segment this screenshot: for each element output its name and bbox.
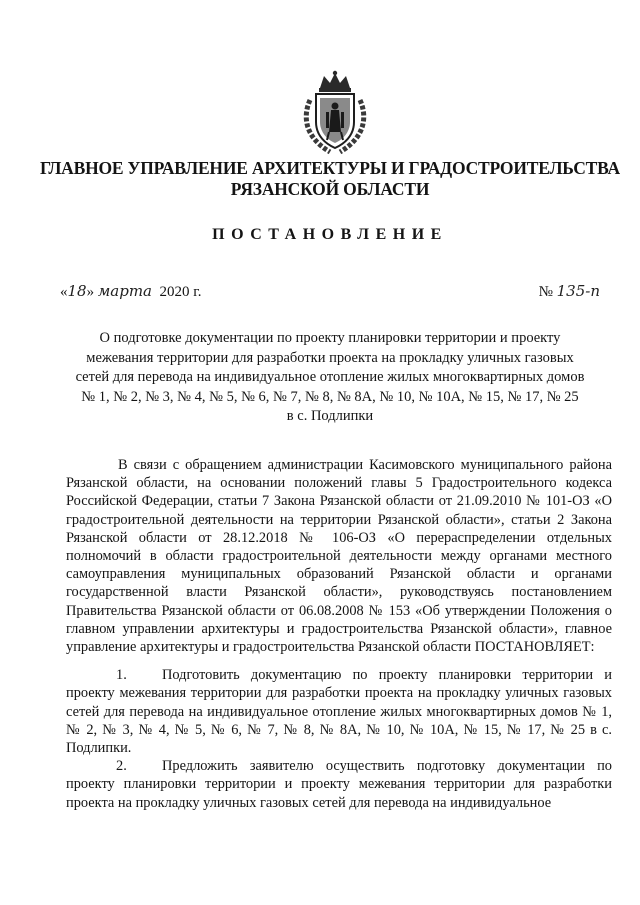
preamble-paragraph: В связи с обращением администрации Касимовского муниципального района Рязанской области, на основании положений главы 5 Градостроительного кодекса Российской Федерации, статьи 7 Закона Рязанской области от 21.09.2010 № 101-ОЗ «О градостроительной деятельности на территории Рязанской области», статьи 2 Закона Рязанской области от 28.12.2018 № 106-ОЗ «О перераспределении отдельных полномочий в области градостроительной деятельности между органами местного самоуправления муниципальных образований Рязанской области и органами государственной власти Рязанской области», руководствуясь постановлением Правительства Рязанской области от 06.08.2008 № 153 «Об утверждении Положения о главном управлении архитектуры и градостроительства Рязанской области», главное управление архитектуры и градостроительства Рязанской области ПОСТАНОВЛЯЕТ: bbox=[66, 457, 612, 656]
subject-line: межевания территории для разработки проекта на прокладку уличных газовых bbox=[86, 349, 574, 366]
document-subject bbox=[60, 329, 600, 427]
date-open-quote: « bbox=[60, 284, 68, 300]
number-value: 135-п bbox=[556, 282, 600, 300]
date-month: марта bbox=[97, 282, 152, 300]
item-2-number: 2. bbox=[116, 758, 127, 775]
item-1-number: 1. bbox=[116, 667, 127, 684]
date-close-quote: » bbox=[86, 284, 95, 300]
item-2 bbox=[66, 757, 612, 812]
subject-line: сетей для перевода на индивидуальное отопление жилых многоквартирных домов bbox=[75, 369, 585, 385]
subject-line: О подготовке документации по проекту планировки территории и проекту bbox=[99, 330, 561, 346]
item-1-text: Подготовить документацию по проекту планировки территории и проекту межевания территории для разработки проекта на прокладку уличных газовых сетей для перевода на индивидуальное отопление жилых многоквартирных домов № 1, № 2, № 3, № 4, № 5, № 6, № 7, № 8, № 8А, № 10, № 10А, № 15, № 17, № 25 в с. Подлипки. bbox=[66, 667, 612, 757]
item-2-text: Предложить заявителю осуществить подготовку документации по проекту планировки территории и проекту межевания территории для разработки проекта на прокладку уличных газовых сетей для перевода на индивидуальное bbox=[66, 758, 612, 811]
issuing-authority bbox=[30, 158, 630, 200]
document-body bbox=[66, 456, 612, 812]
subject-line: в с. Подлипки bbox=[286, 408, 374, 424]
authority-line-2: РЯЗАНСКОЙ ОБЛАСТИ bbox=[230, 179, 430, 199]
document-number bbox=[539, 282, 600, 301]
coat-of-arms-emblem bbox=[300, 70, 370, 156]
date-number-line bbox=[60, 282, 600, 306]
date-day: 18 bbox=[67, 282, 87, 300]
item-1 bbox=[66, 666, 612, 757]
authority-line-1: ГЛАВНОЕ УПРАВЛЕНИЕ АРХИТЕКТУРЫ И ГРАДОСТРОИТЕЛЬСТВА bbox=[40, 158, 620, 178]
document-type-title: ПОСТАНОВЛЕНИЕ bbox=[212, 226, 448, 243]
date-year: 2020 г. bbox=[159, 284, 202, 300]
subject-line: № 1, № 2, № 3, № 4, № 5, № 6, № 7, № 8, № 8А, № 10, № 10А, № 15, № 17, № 25 bbox=[81, 388, 579, 405]
number-sign: № bbox=[538, 284, 553, 300]
document-date bbox=[60, 282, 201, 301]
